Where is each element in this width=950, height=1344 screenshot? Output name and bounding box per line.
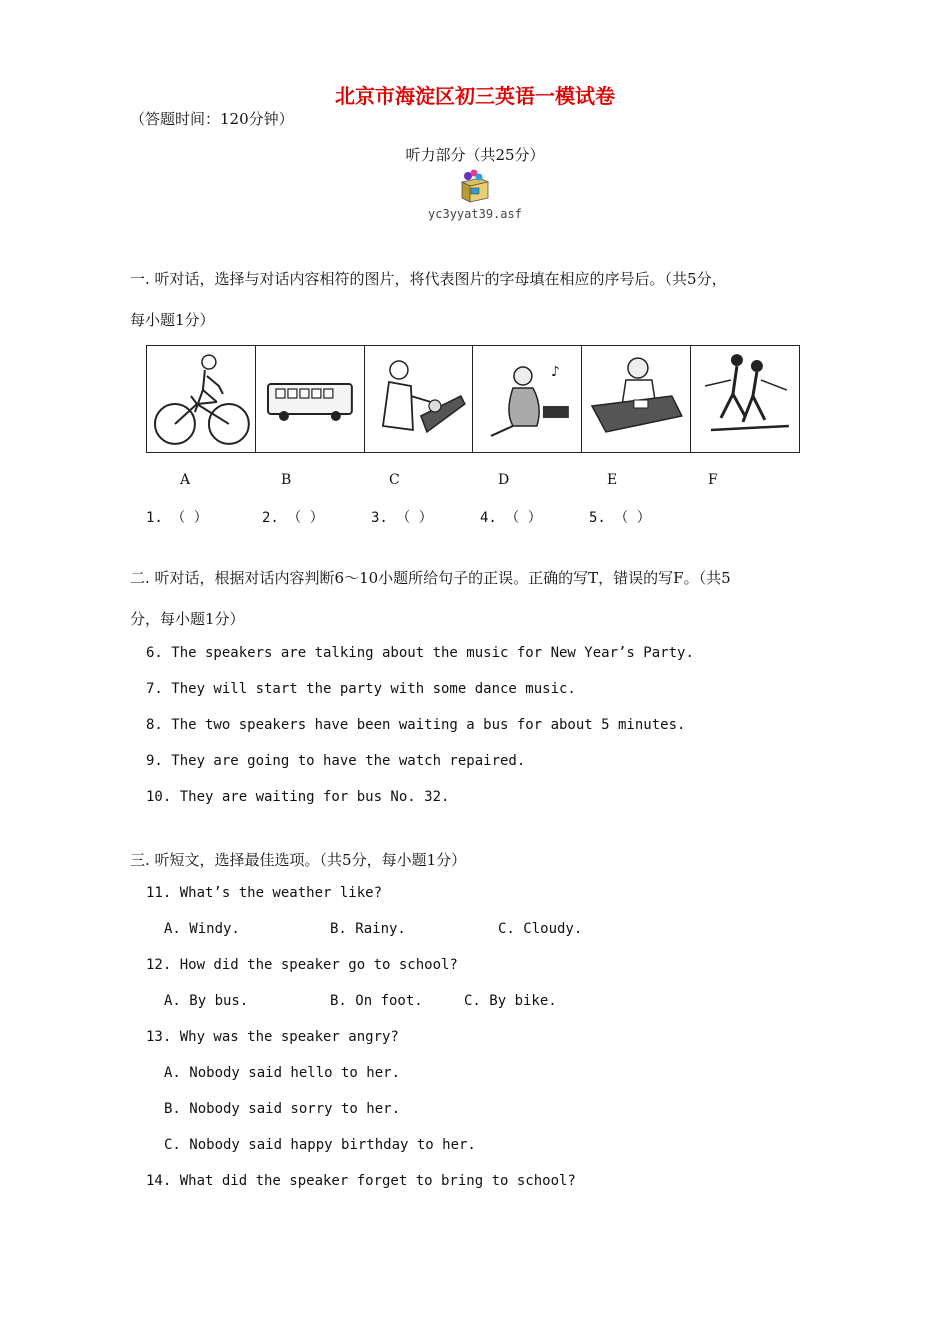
answer-blank-4[interactable]: 4. （ ） bbox=[480, 510, 542, 526]
statement-9: 9. They are going to have the watch repaired. bbox=[146, 753, 526, 769]
doctor-picture bbox=[365, 346, 474, 452]
picture-strip bbox=[146, 345, 800, 453]
section3-instruction: 三. 听短文，选择最佳选项。（共5分，每小题1分） bbox=[130, 851, 467, 869]
answer-blank-5[interactable]: 5. （ ） bbox=[589, 510, 651, 526]
option-11-a[interactable]: A. Windy. bbox=[164, 921, 240, 937]
page-title: 北京市海淀区初三英语一模试卷 bbox=[335, 84, 615, 108]
option-12-b[interactable]: B. On foot. bbox=[330, 993, 423, 1009]
section1-instruction: 一. 听对话，选择与对话内容相符的图片，将代表图片的字母填在相应的序号后。（共5分， bbox=[130, 270, 727, 288]
picture-letter-b: B bbox=[281, 472, 292, 488]
option-13-b[interactable]: B. Nobody said sorry to her. bbox=[164, 1101, 401, 1117]
skiers-picture bbox=[691, 346, 799, 452]
option-12-c[interactable]: C. By bike. bbox=[464, 993, 557, 1009]
attachment-filename[interactable]: yc3yyat39.asf bbox=[428, 207, 522, 221]
question-14: 14. What did the speaker forget to bring to school? bbox=[146, 1173, 576, 1189]
answer-blank-3[interactable]: 3. （ ） bbox=[371, 510, 433, 526]
picture-letter-c: C bbox=[389, 472, 400, 488]
statement-10: 10. They are waiting for bus No. 32. bbox=[146, 789, 450, 805]
statement-6: 6. The speakers are talking about the music for New Year’s Party. bbox=[146, 645, 694, 661]
picture-letter-a: A bbox=[180, 472, 191, 488]
section2-instruction: 二. 听对话，根据对话内容判断6～10小题所给句子的正误。正确的写T，错误的写F。（共5 bbox=[130, 569, 731, 587]
option-11-b[interactable]: B. Rainy. bbox=[330, 921, 406, 937]
girl-playing-picture bbox=[473, 346, 582, 452]
time-note: （答题时间：120分钟） bbox=[130, 110, 294, 128]
option-13-a[interactable]: A. Nobody said hello to her. bbox=[164, 1065, 401, 1081]
question-12: 12. How did the speaker go to school? bbox=[146, 957, 458, 973]
listening-header: 听力部分（共25分） bbox=[405, 146, 545, 164]
man-on-phone-picture bbox=[582, 346, 691, 452]
option-11-c[interactable]: C. Cloudy. bbox=[498, 921, 583, 937]
statement-7: 7. They will start the party with some dance music. bbox=[146, 681, 576, 697]
media-file-icon[interactable] bbox=[456, 168, 492, 204]
answer-blank-2[interactable]: 2. （ ） bbox=[262, 510, 324, 526]
question-13: 13. Why was the speaker angry? bbox=[146, 1029, 399, 1045]
answer-blank-1[interactable]: 1. （ ） bbox=[146, 510, 208, 526]
section1-instruction-cont: 每小题1分） bbox=[130, 311, 215, 329]
question-11: 11. What’s the weather like? bbox=[146, 885, 383, 901]
cyclist-picture bbox=[147, 346, 256, 452]
bus-picture bbox=[256, 346, 365, 452]
svg-text:♪: ♪ bbox=[551, 364, 561, 381]
picture-letter-e: E bbox=[607, 472, 618, 488]
picture-letter-f: F bbox=[708, 472, 718, 488]
section2-instruction-cont: 分，每小题1分） bbox=[130, 610, 245, 628]
statement-8: 8. The two speakers have been waiting a bus for about 5 minutes. bbox=[146, 717, 686, 733]
option-12-a[interactable]: A. By bus. bbox=[164, 993, 249, 1009]
picture-letter-d: D bbox=[498, 472, 510, 488]
option-13-c[interactable]: C. Nobody said happy birthday to her. bbox=[164, 1137, 476, 1153]
